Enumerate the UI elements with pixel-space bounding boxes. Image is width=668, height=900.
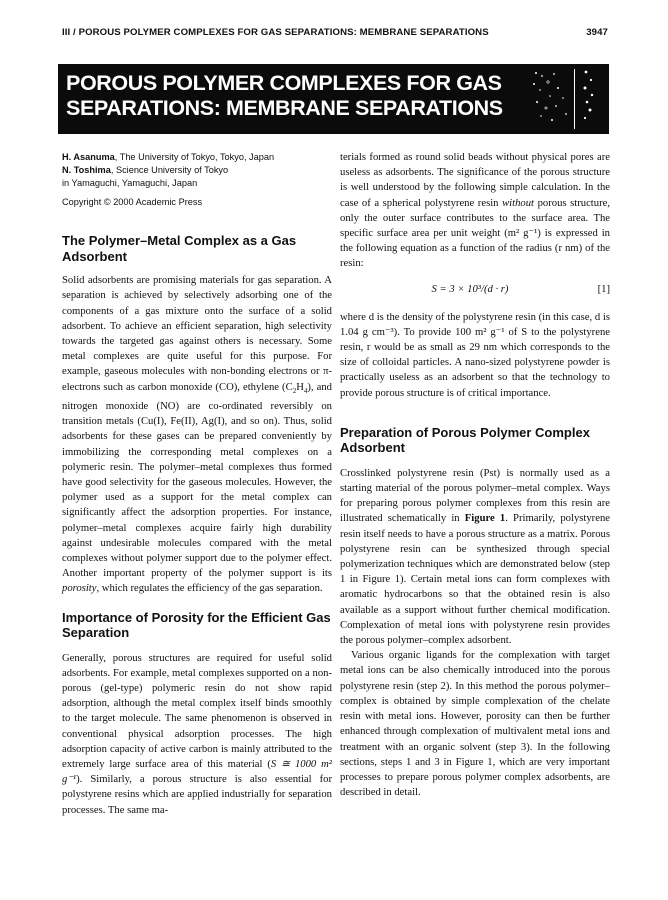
banner-dots-decoration (528, 64, 609, 134)
section-heading-polymer-metal-complex: The Polymer–Metal Complex as a Gas Adsorbent (62, 233, 297, 264)
paragraph-porosity-part1: Generally, porous structures are required for useful solid adsorbents. For example, metal complexes supported on a non-porous (gel-type) polymeric resin do not show rapid adsorption, although the metal complex itself binds smoothly to the target molecule. The same phenomenon is observed in conventional physical adsorption processes. The high adsorption capacity of active carbon is mainly attributed to the extremely large surface area of this material (S ≅ 1000 m² g⁻¹). Similarly, a porous structure is also essential for polystyrene resins which are applied industrially for separation processes. The same ma- (62, 652, 332, 816)
running-title: III / POROUS POLYMER COMPLEXES FOR GAS SEPARATIONS: MEMBRANE SEPARATIONS (62, 27, 489, 38)
section-heading-importance-porosity: Importance of Porosity for the Efficient Gas Separation (62, 609, 331, 641)
copyright-notice: Copyright © 2000 Academic Press (62, 197, 203, 207)
author-2: N. Toshima, Science University of Tokyo (62, 165, 229, 175)
author-block (62, 151, 332, 190)
article-title: POROUS POLYMER COMPLEXES FOR GAS SEPARATIONS: MEMBRANE SEPARATIONS (66, 71, 503, 120)
paragraph-preparation-2: Various organic ligands for the complexation with target metal ions can be also chemically introduced into the porous polystyrene resin (step 2). In this method the porous polymer–complex is obtained by simple complexation of the chelate resin with metal ions. However, porosity can then be further enhanced through complexation of multivalent metal ions and treatment with an organic solvent (step 3). In the following sections, steps 1 and 3 in Figure 1, which are very important processes to prepare porous polymer complex adsorbents, are described in detail. (340, 650, 610, 799)
right-column (340, 151, 610, 800)
paragraph-porosity-continued: terials formed as round solid beads without physical pores are useless as adsorbents. The significance of the porous structure is well understood by the following simple calculation. In the case of a spherical polystyrene resin without porous structure, only the outer surface contributes to the surface area. The specific surface area per unit weight (m² g⁻¹) is expressed in the following equation as a function of the radius (r nm) of the resin: (340, 152, 610, 270)
paragraph-gas-adsorbent: Solid adsorbents are promising materials for gas separation. A separation is achieved by selectively adsorbing one of the components of a gas mixture onto the surface of a solid adsorbent. To achieve an efficient separation, high selectivity towards the targeted gas against others is necessary. Some metal complexes are quite useful for this purpose. For example, gaseous molecules with non-bonding electrons or π-electrons such as carbon monoxide (CO), ethylene $(C_2H_4)$, and nitrogen monoxide (NO) are co-ordinated reversibly on transition metals (Cu(I), Fe(II), Ag(I), and so on). Thus, solid adsorbents for these gases can be prepared conveniently by immobilizing the corresponding metal complexes on a polymeric resin. The polymer–metal complexes thus formed have good selectivity for the gaseous molecules. However, the polymer used as a support for the metal complex can significantly affect the adsorption properties. For instance, polymer–metal complexes acquire fairly high durability against undesirable molecules compared with the metal complexes without polymer support due to the polymer effect. Another important property of the polymer support is its porosity, which regulates the efficiency of the gas separation. (62, 275, 332, 595)
paragraph-density-explanation: where d is the density of the polystyrene resin (in this case, d is 1.04 g cm⁻³). To provide 100 m² g⁻¹ of S to the polystyrene resin, r would be as small as 29 nm which corresponds to the size of colloidal particles. A nano-sized polystyrene powder is practically useless as an adsorbent so that the technology to provide porous structure is of critical importance. (340, 311, 610, 399)
author-2-location: in Yamaguchi, Yamaguchi, Japan (62, 178, 198, 188)
equation-expression: S = 3 × 10³/(d · r) (431, 284, 509, 296)
equation-number: [1] (597, 284, 610, 296)
equation-1 (340, 280, 610, 300)
running-head (62, 27, 608, 38)
banner-divider (574, 69, 575, 129)
paragraph-preparation-1: Crosslinked polystyrene resin (Pst) is normally used as a starting material of the porous polymer–metal complex. Ways for preparing porous polymer complexes from this resin are illustrated schematically in Figure 1. Primarily, polystyrene resin itself needs to have a porous structure as a matrix. Porous polystyrene resin can be synthesized through special polymerization techniques which are demonstrated below (step 1 in Figure 1). Certain metal ions can form complexes with aromatic hydrocarbons so that the obtained resin is also available as a support without further chemical modification. Complexation of metal ions with polystyrene resin provides the porous polymer–complex adsorbent. (340, 467, 610, 647)
author-1: H. Asanuma, The University of Tokyo, Tokyo, Japan (62, 152, 275, 162)
page-number: 3947 (586, 27, 608, 38)
section-heading-preparation: Preparation of Porous Polymer Complex Adsorbent (340, 424, 590, 456)
left-column (62, 151, 332, 818)
title-banner (58, 64, 609, 134)
